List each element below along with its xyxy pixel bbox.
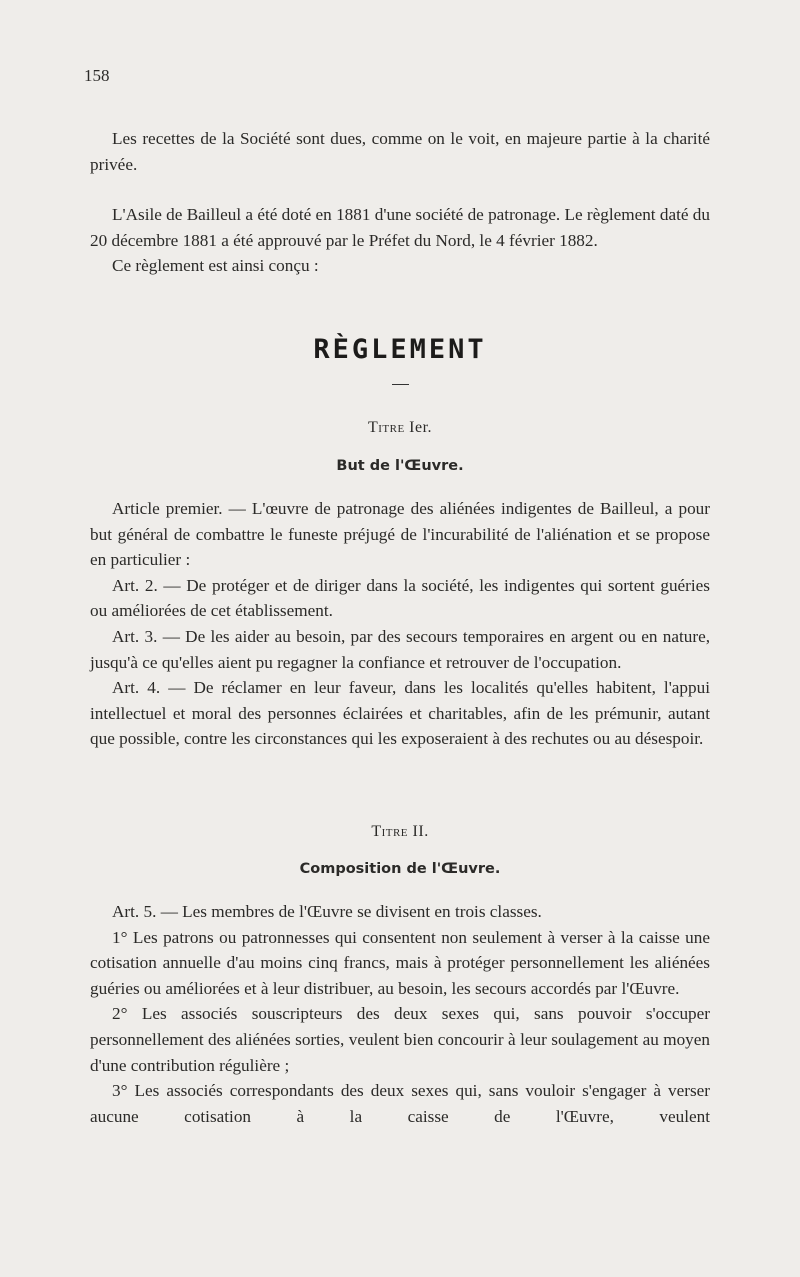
article-paragraph: Art. 4. — De réclamer en leur faveur, dans les localités qu'elles habitent, l'appui intellectuel et moral des personnes éclairées et charitables, afin de les prémunir, autant que possible, contre les circonstances qui les exposeraient à des rechutes ou au désespoir.	[90, 678, 710, 749]
titre-2-number: II.	[412, 823, 429, 840]
titre-2-heading	[0, 823, 800, 841]
titre-1-subtitle: But de l'Œuvre.	[336, 458, 464, 474]
intro-paragraph: L'Asile de Bailleul a été doté en 1881 d'une société de patronage. Le règlement daté du 20 décembre 1881 a été approuvé par le Préfet du Nord, le 4 février 1882.	[90, 205, 710, 250]
titre-1-label: Titre	[367, 419, 405, 436]
article-paragraph: 3° Les associés correspondants des deux sexes qui, sans vouloir s'engager à verser aucune cotisation à la caisse de l'Œuvre, veulent	[90, 1081, 710, 1126]
article-paragraph: 2° Les associés souscripteurs des deux sexes qui, sans pouvoir s'occuper personnellement des aliénées sorties, veulent bien concourir à leur soulagement au moyen d'une contribution régulière ;	[90, 1004, 710, 1075]
articles-section-1	[90, 496, 710, 752]
titre-2-subtitle: Composition de l'Œuvre.	[299, 861, 501, 877]
intro-section	[90, 126, 710, 279]
intro-paragraph: Les recettes de la Société sont dues, comme on le voit, en majeure partie à la charité privée.	[90, 129, 710, 174]
titre-1-heading	[0, 419, 800, 437]
title-rule	[392, 384, 409, 385]
intro-paragraph: Ce règlement est ainsi conçu :	[112, 256, 319, 276]
articles-section-2	[90, 899, 710, 1129]
titre-1-number: Ier.	[409, 419, 433, 436]
reglement-title: RÈGLEMENT	[313, 334, 487, 365]
titre-2-label: Titre	[371, 823, 409, 840]
article-paragraph: Art. 3. — De les aider au besoin, par des secours temporaires en argent ou en nature, jusqu'à ce qu'elles aient pu regagner la confiance et retrouver de l'occupation.	[90, 626, 710, 672]
article-paragraph: Article premier. — L'œuvre de patronage des aliénées indigentes de Bailleul, a pour but général de combattre le funeste préjugé de l'incurabilité de l'aliénation et se propose en particulier :	[90, 499, 710, 570]
page-number: 158	[84, 66, 110, 85]
article-paragraph: Art. 2. — De protéger et de diriger dans la société, les indigentes qui sortent guéries ou améliorées de cet établissement.	[90, 575, 710, 621]
article-paragraph: Art. 5. — Les membres de l'Œuvre se divisent en trois classes.	[112, 902, 542, 921]
article-paragraph: 1° Les patrons ou patronnesses qui consentent non seulement à verser à la caisse une cotisation annuelle d'au moins cinq francs, mais à protéger personnellement les aliénées guéries ou améliorées et à leur distribuer, au besoin, les secours accordés par l'Œuvre.	[90, 927, 710, 998]
